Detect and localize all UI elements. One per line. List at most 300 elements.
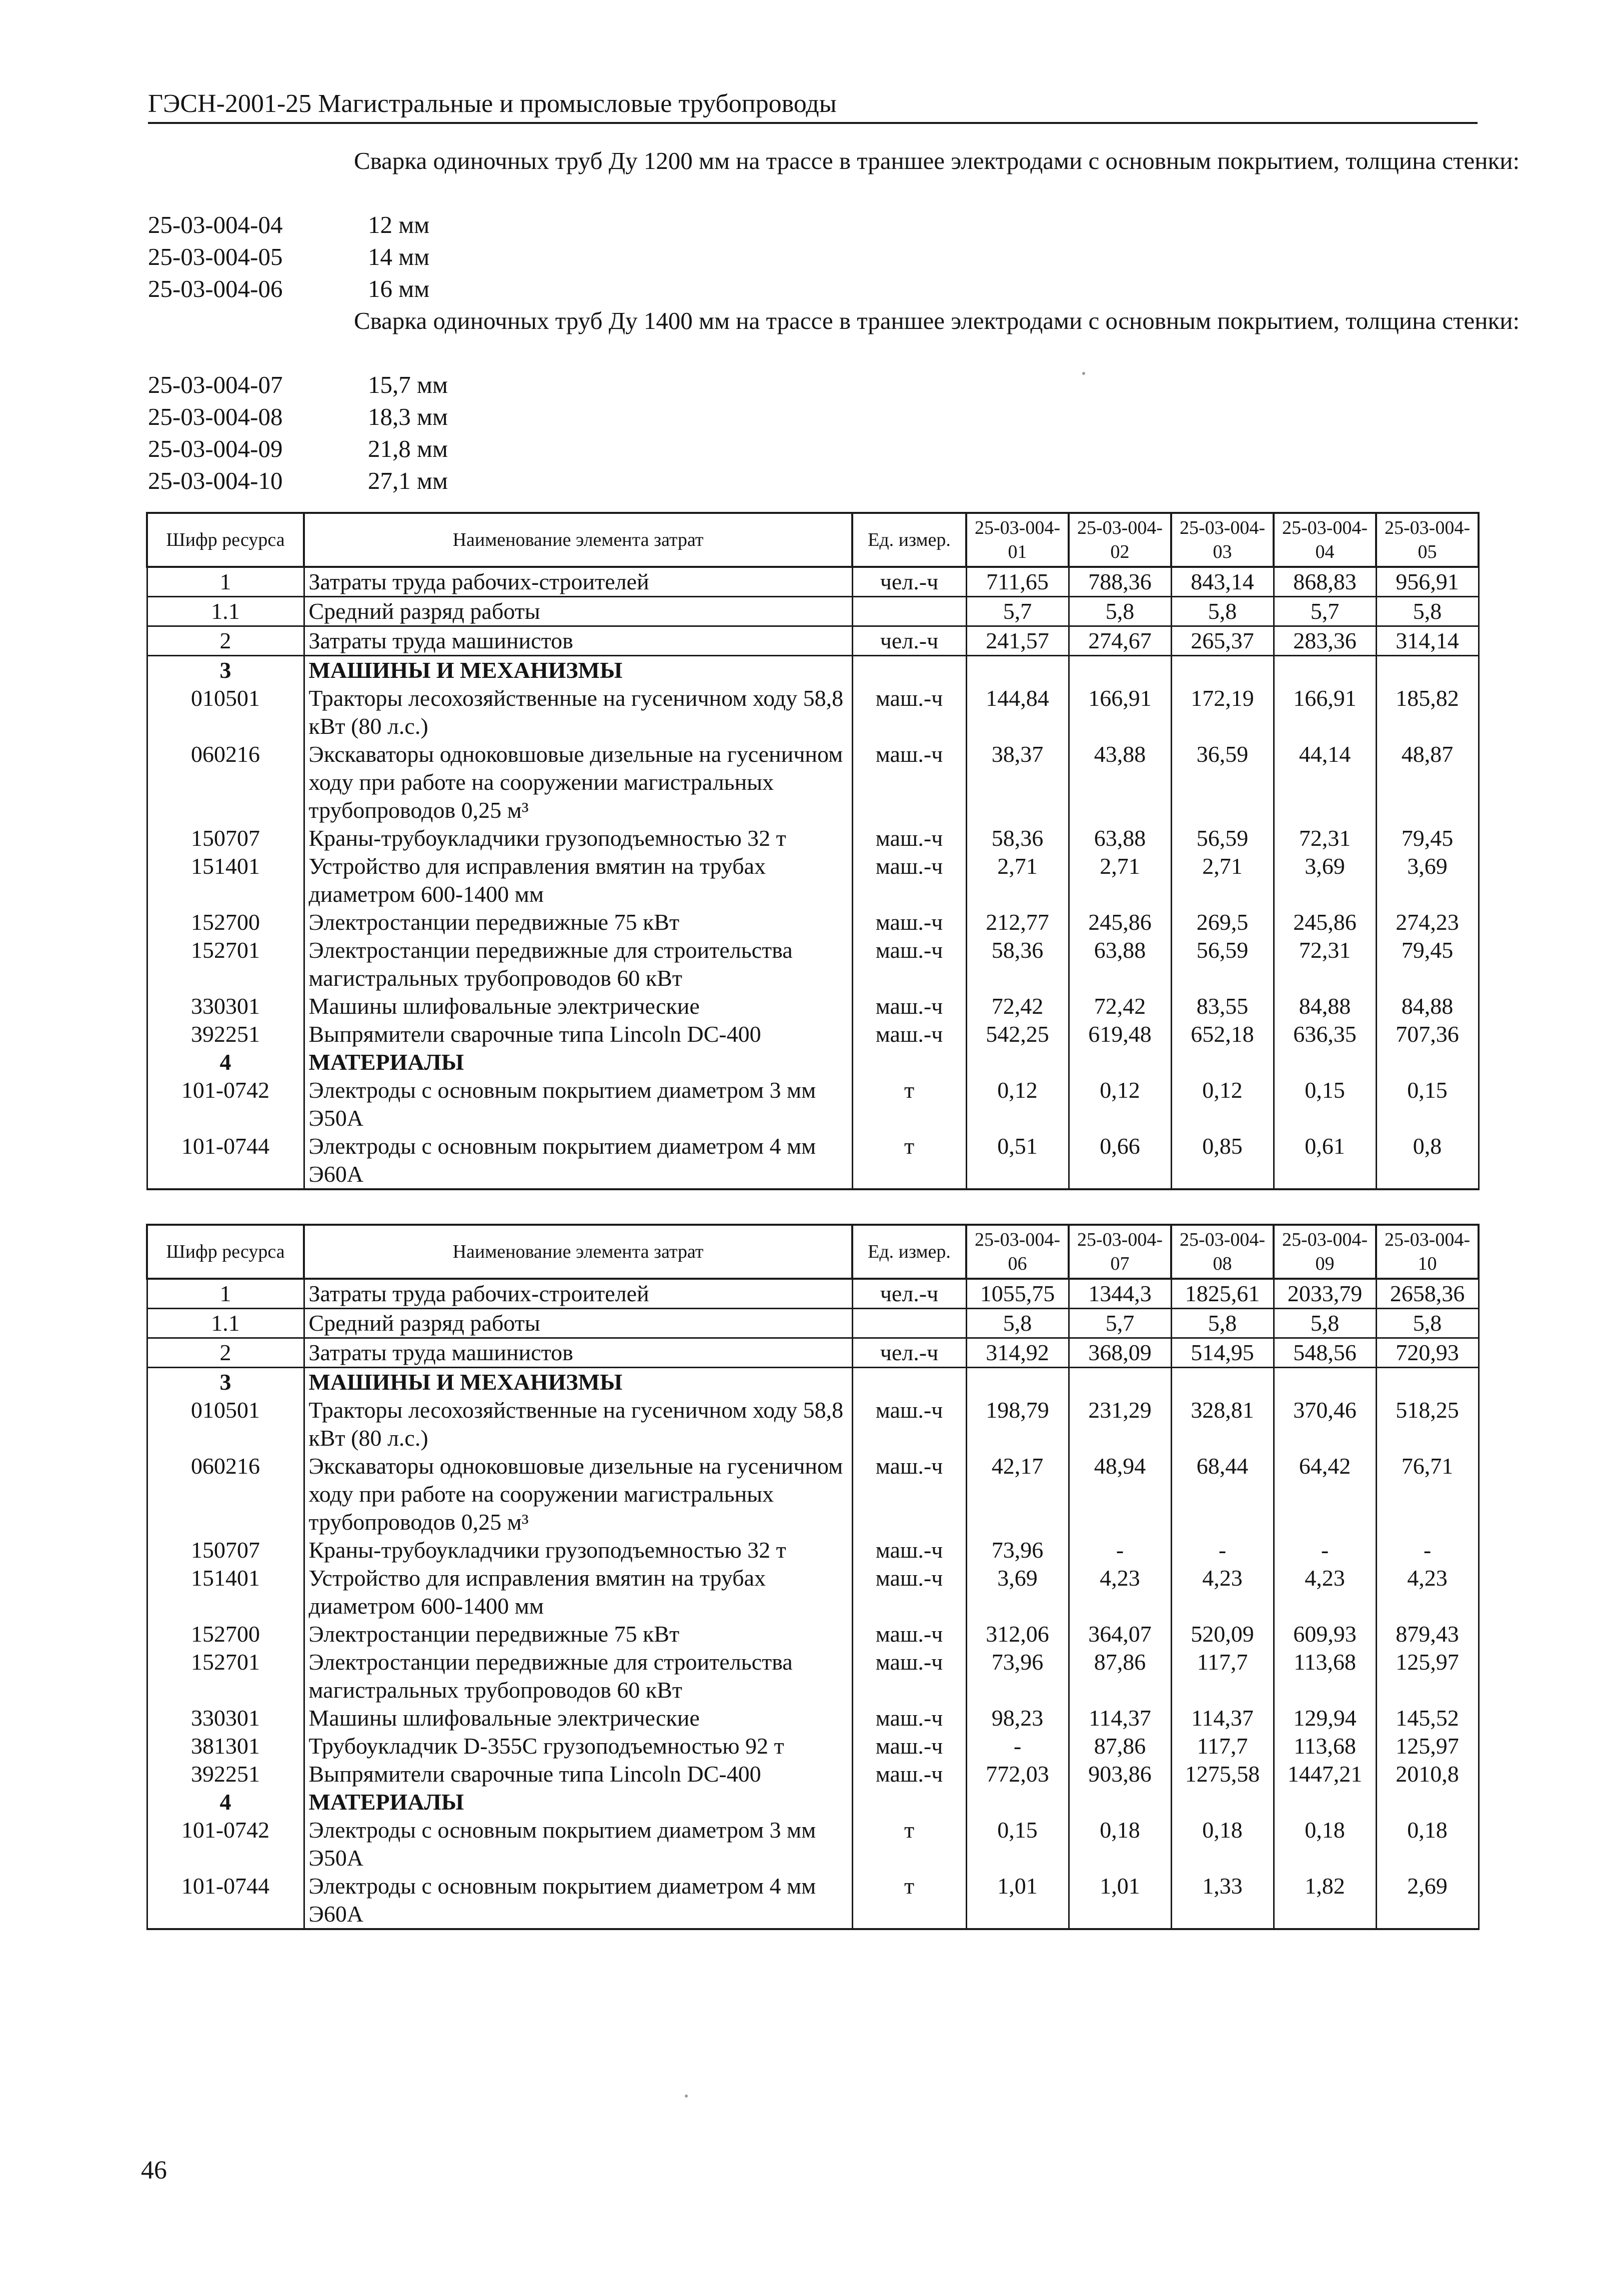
wall-thickness: 14 мм bbox=[368, 243, 430, 270]
resource-code: 060216 bbox=[147, 740, 304, 824]
norm-value: 76,71 bbox=[1376, 1452, 1479, 1536]
header-norm-code: 25-03-004-08 bbox=[1171, 1225, 1274, 1279]
unit bbox=[852, 1048, 966, 1076]
resource-code: 330301 bbox=[147, 1704, 304, 1732]
unit bbox=[852, 1788, 966, 1816]
intro-group-1200 bbox=[148, 145, 1520, 305]
header-cost-element: Наименование элемента затрат bbox=[304, 1225, 852, 1279]
norm-value: 0,18 bbox=[1274, 1816, 1376, 1872]
resource-code: 150707 bbox=[147, 1536, 304, 1564]
cost-element-name: Экскаваторы одноковшовые дизельные на гусеничном ходу при работе на сооружении магистральных трубопроводов 0,25 м³ bbox=[304, 1452, 852, 1536]
table-row bbox=[147, 1564, 1479, 1620]
norm-value: 0,51 bbox=[966, 1132, 1069, 1189]
resource-code: 152701 bbox=[147, 1648, 304, 1704]
unit: чел.-ч bbox=[852, 626, 966, 656]
norm-code: 25-03-004-10 bbox=[148, 467, 283, 494]
cost-element-name: Экскаваторы одноковшовые дизельные на гусеничном ходу при работе на сооружении магистральных трубопроводов 0,25 м³ bbox=[304, 740, 852, 824]
resource-code: 010501 bbox=[147, 684, 304, 740]
table-row bbox=[147, 1279, 1479, 1309]
norm-value: 2,71 bbox=[966, 852, 1069, 908]
norm-value: 0,15 bbox=[966, 1816, 1069, 1872]
norm-value: 166,91 bbox=[1274, 684, 1376, 740]
norm-value: 1825,61 bbox=[1171, 1279, 1274, 1309]
norm-value: 48,94 bbox=[1069, 1452, 1171, 1536]
norm-value: - bbox=[1376, 1536, 1479, 1564]
norm-value: 843,14 bbox=[1171, 567, 1274, 597]
norm-value: 73,96 bbox=[966, 1648, 1069, 1704]
cost-element-name: Электроды с основным покрытием диаметром 3 мм Э50А bbox=[304, 1076, 852, 1132]
norm-value: 72,42 bbox=[966, 992, 1069, 1020]
norm-value: 68,44 bbox=[1171, 1452, 1274, 1536]
table-row bbox=[147, 1872, 1479, 1929]
resource-code: 060216 bbox=[147, 1452, 304, 1536]
table-row bbox=[147, 567, 1479, 597]
norm-value bbox=[1274, 1368, 1376, 1397]
norm-value: 79,45 bbox=[1376, 936, 1479, 992]
table-row bbox=[147, 1048, 1479, 1076]
norm-value: 0,66 bbox=[1069, 1132, 1171, 1189]
table-row bbox=[147, 936, 1479, 992]
norm-value: 619,48 bbox=[1069, 1020, 1171, 1048]
header-unit: Ед. измер. bbox=[852, 1225, 966, 1279]
cost-element-name: Затраты труда машинистов bbox=[304, 626, 852, 656]
norm-value: 84,88 bbox=[1274, 992, 1376, 1020]
norm-value: - bbox=[966, 1732, 1069, 1760]
cost-element-name: Затраты труда рабочих-строителей bbox=[304, 1279, 852, 1309]
norm-code: 25-03-004-05 bbox=[148, 243, 283, 270]
table-row bbox=[147, 1760, 1479, 1788]
norm-value: 1,82 bbox=[1274, 1872, 1376, 1929]
header-norm-code: 25-03-004-01 bbox=[966, 513, 1069, 567]
norm-value: 3,69 bbox=[1376, 852, 1479, 908]
norm-value bbox=[966, 1368, 1069, 1397]
cost-element-name: Краны-трубоукладчики грузоподъемностью 32 т bbox=[304, 1536, 852, 1564]
norm-value: 3,69 bbox=[1274, 852, 1376, 908]
resource-code: 4 bbox=[147, 1788, 304, 1816]
cost-element-name: Электроды с основным покрытием диаметром 4 мм Э60А bbox=[304, 1872, 852, 1929]
norm-value: 63,88 bbox=[1069, 936, 1171, 992]
cost-element-name: Затраты труда рабочих-строителей bbox=[304, 567, 852, 597]
norm-value: 364,07 bbox=[1069, 1620, 1171, 1648]
norm-value: 129,94 bbox=[1274, 1704, 1376, 1732]
norm-value: 38,37 bbox=[966, 740, 1069, 824]
cost-element-name: Устройство для исправления вмятин на трубах диаметром 600-1400 мм bbox=[304, 1564, 852, 1620]
norm-value bbox=[1376, 1048, 1479, 1076]
header-norm-code: 25-03-004-09 bbox=[1274, 1225, 1376, 1279]
norm-value bbox=[1274, 1048, 1376, 1076]
resource-code: 2 bbox=[147, 626, 304, 656]
norm-value: 5,7 bbox=[1069, 1309, 1171, 1338]
norm-value: 542,25 bbox=[966, 1020, 1069, 1048]
norm-value: 1,01 bbox=[1069, 1872, 1171, 1929]
norm-value bbox=[1069, 1368, 1171, 1397]
unit: т bbox=[852, 1132, 966, 1189]
cost-element-name: Тракторы лесохозяйственные на гусеничном ходу 58,8 кВт (80 л.с.) bbox=[304, 684, 852, 740]
norm-value: - bbox=[1274, 1536, 1376, 1564]
norm-value: 0,12 bbox=[966, 1076, 1069, 1132]
unit: чел.-ч bbox=[852, 1279, 966, 1309]
norm-value bbox=[1171, 656, 1274, 685]
resource-code: 392251 bbox=[147, 1020, 304, 1048]
table-row bbox=[147, 1309, 1479, 1338]
norm-value: 5,8 bbox=[1376, 1309, 1479, 1338]
cost-element-name: Выпрямители сварочные типа Lincoln DC-400 bbox=[304, 1020, 852, 1048]
resource-code: 151401 bbox=[147, 852, 304, 908]
unit: маш.-ч bbox=[852, 1564, 966, 1620]
norm-value: 2658,36 bbox=[1376, 1279, 1479, 1309]
norm-value bbox=[1171, 1048, 1274, 1076]
norm-value: 36,59 bbox=[1171, 740, 1274, 824]
norm-value: 4,23 bbox=[1171, 1564, 1274, 1620]
norm-value: 83,55 bbox=[1171, 992, 1274, 1020]
norm-value: 198,79 bbox=[966, 1396, 1069, 1452]
norm-code: 25-03-004-09 bbox=[148, 435, 283, 462]
unit: маш.-ч bbox=[852, 824, 966, 852]
unit: т bbox=[852, 1076, 966, 1132]
norm-value: 125,97 bbox=[1376, 1732, 1479, 1760]
resource-code: 152701 bbox=[147, 936, 304, 992]
norm-value: 312,06 bbox=[966, 1620, 1069, 1648]
norm-value: 42,17 bbox=[966, 1452, 1069, 1536]
section-heading: МАТЕРИАЛЫ bbox=[304, 1788, 852, 1816]
norm-value: 707,36 bbox=[1376, 1020, 1479, 1048]
unit: маш.-ч bbox=[852, 1620, 966, 1648]
table-row bbox=[147, 1620, 1479, 1648]
cost-element-name: Затраты труда машинистов bbox=[304, 1338, 852, 1368]
intro-group-title: Сварка одиночных труб Ду 1400 мм на трассе в траншее электродами с основным покрытием, толщина стенки: bbox=[354, 307, 1520, 334]
norm-value: 64,42 bbox=[1274, 1452, 1376, 1536]
table-row bbox=[147, 1704, 1479, 1732]
norm-value bbox=[1274, 1788, 1376, 1816]
norm-value: 868,83 bbox=[1274, 567, 1376, 597]
norm-value: 0,18 bbox=[1376, 1816, 1479, 1872]
norm-value: 245,86 bbox=[1069, 908, 1171, 936]
norm-value bbox=[1376, 1368, 1479, 1397]
norm-value: 1,01 bbox=[966, 1872, 1069, 1929]
norm-value: 3,69 bbox=[966, 1564, 1069, 1620]
norm-value: 5,8 bbox=[1274, 1309, 1376, 1338]
norm-value: 4,23 bbox=[1376, 1564, 1479, 1620]
resource-code: 1 bbox=[147, 567, 304, 597]
norm-value: 44,14 bbox=[1274, 740, 1376, 824]
unit: маш.-ч bbox=[852, 1396, 966, 1452]
cost-element-name: Электростанции передвижные для строительства магистральных трубопроводов 60 кВт bbox=[304, 936, 852, 992]
norm-value: - bbox=[1171, 1536, 1274, 1564]
norm-value: 73,96 bbox=[966, 1536, 1069, 1564]
section-heading: МАТЕРИАЛЫ bbox=[304, 1048, 852, 1076]
unit: маш.-ч bbox=[852, 1452, 966, 1536]
cost-element-name: Электростанции передвижные 75 кВт bbox=[304, 1620, 852, 1648]
norm-value bbox=[1376, 656, 1479, 685]
norm-value: 652,18 bbox=[1171, 1020, 1274, 1048]
table-row bbox=[147, 684, 1479, 740]
norm-value: 1055,75 bbox=[966, 1279, 1069, 1309]
resource-code: 1.1 bbox=[147, 1309, 304, 1338]
norm-code: 25-03-004-06 bbox=[148, 275, 283, 302]
norm-value: 609,93 bbox=[1274, 1620, 1376, 1648]
norm-value: 636,35 bbox=[1274, 1020, 1376, 1048]
table-row bbox=[147, 1536, 1479, 1564]
norm-value: 0,12 bbox=[1171, 1076, 1274, 1132]
resource-code: 101-0742 bbox=[147, 1816, 304, 1872]
norm-value: 241,57 bbox=[966, 626, 1069, 656]
table-row bbox=[147, 1076, 1479, 1132]
unit: маш.-ч bbox=[852, 1732, 966, 1760]
header-resource-code: Шифр ресурса bbox=[147, 1225, 304, 1279]
norm-value: 1275,58 bbox=[1171, 1760, 1274, 1788]
norm-value: 314,14 bbox=[1376, 626, 1479, 656]
norm-value: 58,36 bbox=[966, 824, 1069, 852]
norm-value: 56,59 bbox=[1171, 936, 1274, 992]
norm-value: 5,8 bbox=[1376, 597, 1479, 626]
unit: чел.-ч bbox=[852, 567, 966, 597]
cost-element-name: Трубоукладчик D-355C грузоподъемностью 92 т bbox=[304, 1732, 852, 1760]
cost-element-name: Краны-трубоукладчики грузоподъемностью 32 т bbox=[304, 824, 852, 852]
norm-value: 185,82 bbox=[1376, 684, 1479, 740]
unit: т bbox=[852, 1816, 966, 1872]
table-row bbox=[147, 1396, 1479, 1452]
intro-group-title: Сварка одиночных труб Ду 1200 мм на трассе в траншее электродами с основным покрытием, толщина стенки: bbox=[354, 147, 1520, 174]
resource-code: 151401 bbox=[147, 1564, 304, 1620]
norm-value: 43,88 bbox=[1069, 740, 1171, 824]
norm-value bbox=[1069, 656, 1171, 685]
resource-code: 150707 bbox=[147, 824, 304, 852]
norm-value: 87,86 bbox=[1069, 1648, 1171, 1704]
header-norm-code: 25-03-004-06 bbox=[966, 1225, 1069, 1279]
table-row bbox=[147, 852, 1479, 908]
page-number: 46 bbox=[141, 2156, 167, 2185]
unit bbox=[852, 597, 966, 626]
norm-value: 520,09 bbox=[1171, 1620, 1274, 1648]
resource-code: 010501 bbox=[147, 1396, 304, 1452]
norm-value: 2010,8 bbox=[1376, 1760, 1479, 1788]
norm-value: 903,86 bbox=[1069, 1760, 1171, 1788]
table-row bbox=[147, 656, 1479, 685]
norm-value: 114,37 bbox=[1171, 1704, 1274, 1732]
table-body bbox=[147, 567, 1479, 1189]
cost-element-name: Электростанции передвижные 75 кВт bbox=[304, 908, 852, 936]
norm-value: 0,61 bbox=[1274, 1132, 1376, 1189]
cost-element-name: Электростанции передвижные для строительства магистральных трубопроводов 60 кВт bbox=[304, 1648, 852, 1704]
unit bbox=[852, 1309, 966, 1338]
norm-value: 956,91 bbox=[1376, 567, 1479, 597]
page-header: ГЭСН-2001-25 Магистральные и промысловые трубопроводы bbox=[148, 89, 1478, 124]
norm-value: 518,25 bbox=[1376, 1396, 1479, 1452]
norm-value: 711,65 bbox=[966, 567, 1069, 597]
wall-thickness: 27,1 мм bbox=[368, 467, 448, 494]
table-row bbox=[147, 1020, 1479, 1048]
norm-value: 0,8 bbox=[1376, 1132, 1479, 1189]
norm-value: 117,7 bbox=[1171, 1648, 1274, 1704]
unit: маш.-ч bbox=[852, 852, 966, 908]
norm-value: 4,23 bbox=[1069, 1564, 1171, 1620]
norm-value: 145,52 bbox=[1376, 1704, 1479, 1732]
table-row bbox=[147, 1788, 1479, 1816]
norm-value bbox=[1069, 1788, 1171, 1816]
norm-code: 25-03-004-07 bbox=[148, 371, 283, 398]
intro-group-1400 bbox=[148, 305, 1520, 497]
table-row bbox=[147, 824, 1479, 852]
norm-value bbox=[966, 1788, 1069, 1816]
norm-value: 5,7 bbox=[966, 597, 1069, 626]
norm-value: 98,23 bbox=[966, 1704, 1069, 1732]
norm-value: 2,71 bbox=[1069, 852, 1171, 908]
resource-code: 1.1 bbox=[147, 597, 304, 626]
header-norm-code: 25-03-004-02 bbox=[1069, 513, 1171, 567]
resource-code: 3 bbox=[147, 1368, 304, 1397]
norm-value bbox=[966, 1048, 1069, 1076]
unit: маш.-ч bbox=[852, 1760, 966, 1788]
cost-element-name: Машины шлифовальные электрические bbox=[304, 992, 852, 1020]
norm-value: 117,7 bbox=[1171, 1732, 1274, 1760]
section-heading: МАШИНЫ И МЕХАНИЗМЫ bbox=[304, 656, 852, 685]
header-norm-code: 25-03-004-03 bbox=[1171, 513, 1274, 567]
unit: маш.-ч bbox=[852, 684, 966, 740]
norm-value: 2033,79 bbox=[1274, 1279, 1376, 1309]
norm-value: 514,95 bbox=[1171, 1338, 1274, 1368]
norm-value: 113,68 bbox=[1274, 1648, 1376, 1704]
norm-value: 5,8 bbox=[1171, 1309, 1274, 1338]
norm-value bbox=[966, 656, 1069, 685]
resource-table-1 bbox=[146, 512, 1480, 1190]
header-norm-code: 25-03-004-05 bbox=[1376, 513, 1479, 567]
norm-value: 314,92 bbox=[966, 1338, 1069, 1368]
unit: маш.-ч bbox=[852, 936, 966, 992]
table-row bbox=[147, 1452, 1479, 1536]
norm-code: 25-03-004-04 bbox=[148, 211, 283, 238]
norm-value: 368,09 bbox=[1069, 1338, 1171, 1368]
norm-value: 788,36 bbox=[1069, 567, 1171, 597]
table-row bbox=[147, 908, 1479, 936]
norm-value: 328,81 bbox=[1171, 1396, 1274, 1452]
norm-value: 58,36 bbox=[966, 936, 1069, 992]
norm-value bbox=[1376, 1788, 1479, 1816]
norm-value: 72,31 bbox=[1274, 824, 1376, 852]
norm-code: 25-03-004-08 bbox=[148, 403, 283, 430]
scan-speck bbox=[685, 2095, 688, 2098]
norm-value: 166,91 bbox=[1069, 684, 1171, 740]
norm-value: 5,8 bbox=[1171, 597, 1274, 626]
cost-element-name: Средний разряд работы bbox=[304, 597, 852, 626]
table-row bbox=[147, 1132, 1479, 1189]
norm-value: 4,23 bbox=[1274, 1564, 1376, 1620]
wall-thickness: 12 мм bbox=[368, 211, 430, 238]
unit: т bbox=[852, 1872, 966, 1929]
table-body bbox=[147, 1279, 1479, 1929]
table-row bbox=[147, 597, 1479, 626]
norm-value: 144,84 bbox=[966, 684, 1069, 740]
norm-value: 172,19 bbox=[1171, 684, 1274, 740]
norm-value: 1,33 bbox=[1171, 1872, 1274, 1929]
header-unit: Ед. измер. bbox=[852, 513, 966, 567]
section-heading: МАШИНЫ И МЕХАНИЗМЫ bbox=[304, 1368, 852, 1397]
resource-code: 381301 bbox=[147, 1732, 304, 1760]
unit: чел.-ч bbox=[852, 1338, 966, 1368]
norm-value bbox=[1069, 1048, 1171, 1076]
resource-code: 101-0744 bbox=[147, 1132, 304, 1189]
resource-code: 392251 bbox=[147, 1760, 304, 1788]
norm-value: - bbox=[1069, 1536, 1171, 1564]
norm-value: 274,67 bbox=[1069, 626, 1171, 656]
norm-value: 5,8 bbox=[966, 1309, 1069, 1338]
norm-value: 245,86 bbox=[1274, 908, 1376, 936]
cost-element-name: Электроды с основным покрытием диаметром 4 мм Э60А bbox=[304, 1132, 852, 1189]
norm-value: 269,5 bbox=[1171, 908, 1274, 936]
cost-element-name: Тракторы лесохозяйственные на гусеничном ходу 58,8 кВт (80 л.с.) bbox=[304, 1396, 852, 1452]
unit: маш.-ч bbox=[852, 1536, 966, 1564]
norm-value: 265,37 bbox=[1171, 626, 1274, 656]
unit: маш.-ч bbox=[852, 1704, 966, 1732]
wall-thickness: 16 мм bbox=[368, 275, 430, 302]
norm-value bbox=[1274, 656, 1376, 685]
norm-value: 283,36 bbox=[1274, 626, 1376, 656]
resource-code: 330301 bbox=[147, 992, 304, 1020]
resource-code: 4 bbox=[147, 1048, 304, 1076]
norm-value: 84,88 bbox=[1376, 992, 1479, 1020]
norm-value: 720,93 bbox=[1376, 1338, 1479, 1368]
header-cost-element: Наименование элемента затрат bbox=[304, 513, 852, 567]
norm-value: 114,37 bbox=[1069, 1704, 1171, 1732]
resource-code: 152700 bbox=[147, 1620, 304, 1648]
norm-value: 231,29 bbox=[1069, 1396, 1171, 1452]
unit bbox=[852, 656, 966, 685]
norm-value: 879,43 bbox=[1376, 1620, 1479, 1648]
norm-value: 125,97 bbox=[1376, 1648, 1479, 1704]
norm-value: 48,87 bbox=[1376, 740, 1479, 824]
norm-value: 113,68 bbox=[1274, 1732, 1376, 1760]
norm-value: 0,85 bbox=[1171, 1132, 1274, 1189]
resource-table-2 bbox=[146, 1224, 1480, 1930]
table-row bbox=[147, 992, 1479, 1020]
norm-value: 56,59 bbox=[1171, 824, 1274, 852]
resource-code: 152700 bbox=[147, 908, 304, 936]
norm-value: 1344,3 bbox=[1069, 1279, 1171, 1309]
cost-element-name: Машины шлифовальные электрические bbox=[304, 1704, 852, 1732]
norm-value: 79,45 bbox=[1376, 824, 1479, 852]
unit: маш.-ч bbox=[852, 1020, 966, 1048]
cost-element-name: Средний разряд работы bbox=[304, 1309, 852, 1338]
norm-value: 5,7 bbox=[1274, 597, 1376, 626]
norm-value: 63,88 bbox=[1069, 824, 1171, 852]
norm-value: 0,15 bbox=[1274, 1076, 1376, 1132]
table-row bbox=[147, 1648, 1479, 1704]
norm-value: 0,15 bbox=[1376, 1076, 1479, 1132]
table-row bbox=[147, 626, 1479, 656]
norm-value: 1447,21 bbox=[1274, 1760, 1376, 1788]
wall-thickness: 15,7 мм bbox=[368, 371, 448, 398]
cost-element-name: Электроды с основным покрытием диаметром 3 мм Э50А bbox=[304, 1816, 852, 1872]
header-resource-code: Шифр ресурса bbox=[147, 513, 304, 567]
norm-value: 0,18 bbox=[1069, 1816, 1171, 1872]
unit bbox=[852, 1368, 966, 1397]
resource-code: 101-0742 bbox=[147, 1076, 304, 1132]
unit: маш.-ч bbox=[852, 992, 966, 1020]
header-norm-code: 25-03-004-07 bbox=[1069, 1225, 1171, 1279]
norm-value: 72,42 bbox=[1069, 992, 1171, 1020]
norm-value: 212,77 bbox=[966, 908, 1069, 936]
norm-value bbox=[1171, 1788, 1274, 1816]
norm-value: 72,31 bbox=[1274, 936, 1376, 992]
table-row bbox=[147, 1338, 1479, 1368]
resource-code: 2 bbox=[147, 1338, 304, 1368]
norm-value: 2,71 bbox=[1171, 852, 1274, 908]
cost-element-name: Выпрямители сварочные типа Lincoln DC-400 bbox=[304, 1760, 852, 1788]
norm-value: 548,56 bbox=[1274, 1338, 1376, 1368]
table-row bbox=[147, 740, 1479, 824]
header-norm-code: 25-03-004-10 bbox=[1376, 1225, 1479, 1279]
norm-value: 2,69 bbox=[1376, 1872, 1479, 1929]
norm-value: 772,03 bbox=[966, 1760, 1069, 1788]
